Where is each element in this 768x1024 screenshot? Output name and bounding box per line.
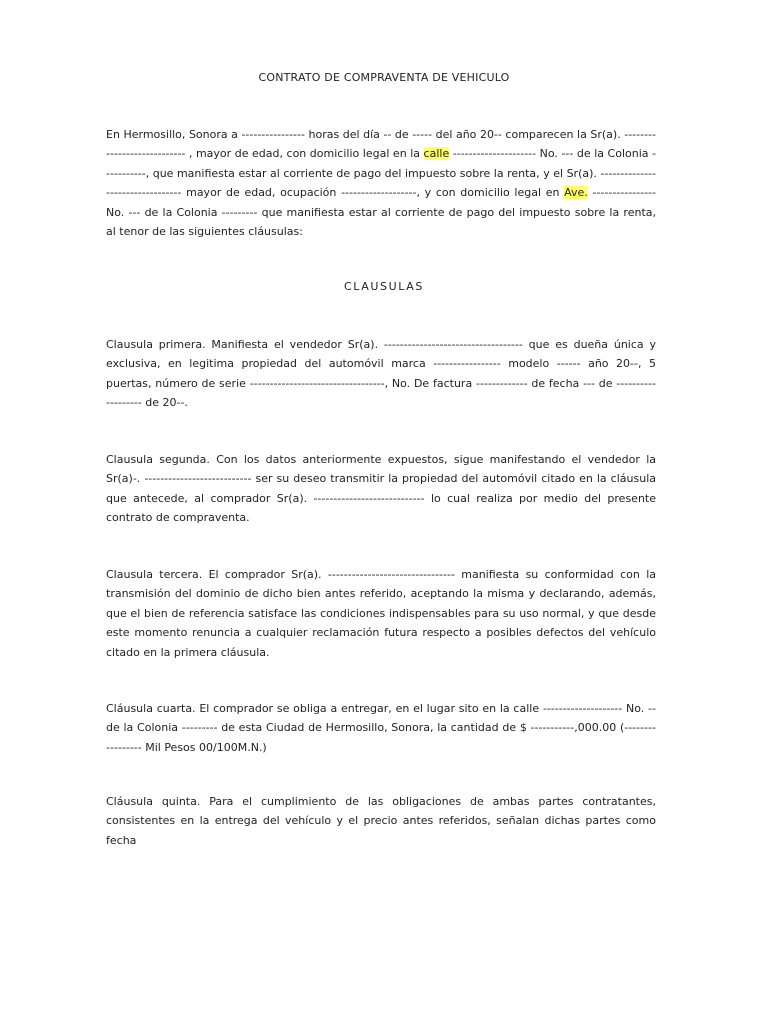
intro-text-part2: --------------------- No. --- de la Colonia -----------, que manifiesta estar al corriente de pago del impuesto sobre la renta, y el Sr(a). --------------------------------- mayor de edad, ocupación -------------------, y con domicilio legal en bbox=[106, 147, 657, 200]
intro-text-part1: En Hermosillo, Sonora a ---------------- horas del día -- de ----- del año 20-- comparecen la Sr(a). ---------------------------- , mayor de edad, con domicilio legal en la bbox=[106, 128, 656, 161]
clause-cuarta: Cláusula cuarta. El comprador se obliga a entregar, en el lugar sito en la calle -------------------- No. -- de la Colonia --------- de esta Ciudad de Hermosillo, Sonora, la cantidad de $ -----------,000.00 (----------------- Mil Pesos 00/100M.N.) bbox=[106, 702, 656, 754]
intro-paragraph bbox=[106, 125, 656, 241]
document-title: CONTRATO DE COMPRAVENTA DE VEHICULO bbox=[258, 71, 510, 84]
highlight-calle: calle bbox=[423, 147, 450, 161]
clause-primera: Clausula primera. Manifiesta el vendedor Sr(a). ----------------------------------- que es dueña única y exclusiva, en legitima propiedad del automóvil marca ----------------- modelo ------ año 20--, 5 puertas, número de serie ----------------------------------, No. De factura ------------- de fecha --- de ------------------- de 20--. bbox=[106, 338, 656, 410]
intro-text-part3: ---------------- No. --- de la Colonia --------- que manifiesta estar al corriente de pago del impuesto sobre la renta, al tenor de las siguientes cláusulas: bbox=[106, 186, 656, 239]
clauses-heading: CLAUSULAS bbox=[344, 280, 424, 293]
clause-segunda: Clausula segunda. Con los datos anteriormente expuestos, sigue manifestando el vendedor la Sr(a)-. --------------------------- ser su deseo transmitir la propiedad del automóvil citado en la cláusula que antecede, al comprador Sr(a). ---------------------------- lo cual realiza por medio del presente contrato de compraventa. bbox=[106, 453, 656, 525]
highlight-ave: Ave. bbox=[564, 186, 588, 200]
clause-quinta: Cláusula quinta. Para el cumplimiento de las obligaciones de ambas partes contratantes, consistentes en la entrega del vehículo y el precio antes referidos, señalan dichas partes como fecha bbox=[106, 795, 656, 847]
clause-tercera: Clausula tercera. El comprador Sr(a). -------------------------------- manifiesta su conformidad con la transmisión del dominio de dicho bien antes referido, aceptando la misma y declarando, además, que el bien de referencia satisface las condiciones indispensables para su uso normal, y que desde este momento renuncia a cualquier reclamación futura respecto a posibles defectos del vehículo citado en la primera cláusula. bbox=[106, 568, 656, 659]
